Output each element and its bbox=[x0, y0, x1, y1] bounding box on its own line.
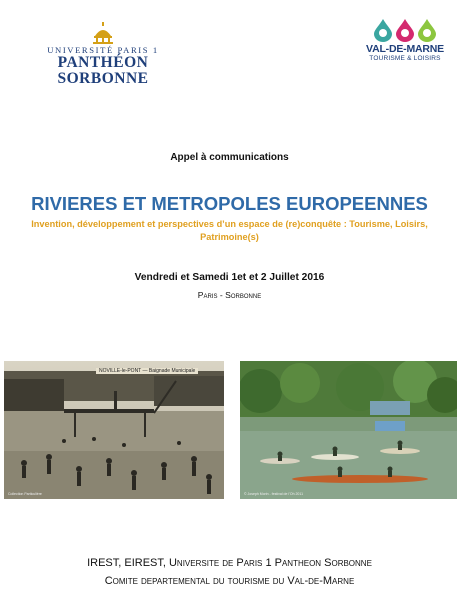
logo-pantheon-sorbonne bbox=[18, 22, 188, 87]
green-drop-icon bbox=[417, 18, 437, 42]
photo-left-caption: Collection Particulière bbox=[8, 492, 42, 496]
logo-tourisme-line: TOURISME & LOISIRS bbox=[369, 55, 441, 62]
historic-bathing-photo bbox=[4, 361, 224, 499]
logo-vdm-line: VAL-DE-MARNE bbox=[366, 43, 444, 55]
river-kayak-photo bbox=[240, 361, 457, 499]
drops-icon bbox=[360, 18, 450, 42]
logo-val-de-marne bbox=[360, 18, 450, 80]
photo-right-caption: © Joseph Morin - festival de l'Oh 2011 bbox=[244, 492, 304, 496]
page-title: RIVIERES ET METROPOLES EUROPEENNES bbox=[31, 193, 428, 214]
bathing-scene-image bbox=[4, 361, 224, 499]
page-subtitle: Invention, développement et perspectives d’un espace de (re)conquête : Tourisme, Loisirs, Patrimoine(s) bbox=[31, 219, 428, 242]
dome-icon bbox=[91, 22, 115, 44]
pink-drop-icon bbox=[395, 18, 415, 42]
call-for-papers: Appel à communications bbox=[170, 152, 289, 163]
teal-drop-icon bbox=[373, 18, 393, 42]
kayak-scene-image bbox=[240, 361, 457, 499]
logo-university-line: UNIVERSITÉ PARIS 1 bbox=[47, 45, 159, 55]
event-place: Paris - Sorbonne bbox=[197, 290, 262, 300]
footer-committee: Comite departemental du tourisme du Val-de-Marne bbox=[104, 575, 355, 587]
postcard-sign: NOVILLE-le-PONT — Baignade Municipale bbox=[96, 368, 198, 374]
event-dates: Vendredi et Samedi 1et et 2 Juillet 2016 bbox=[134, 272, 325, 283]
footer-organizers: IREST, EIREST, Universite de Paris 1 Pantheon Sorbonne bbox=[87, 557, 372, 569]
logo-pantheon-line: PANTHÉON SORBONNE bbox=[57, 54, 149, 87]
